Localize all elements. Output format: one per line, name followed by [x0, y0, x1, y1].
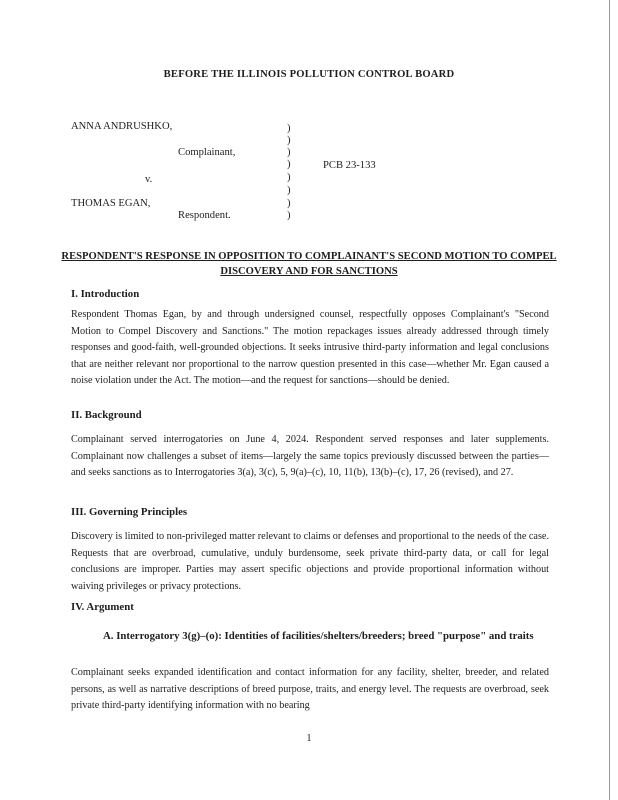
caption-paren: ) [287, 123, 291, 134]
caption-paren: ) [287, 198, 291, 209]
respondent-label: Respondent. [178, 210, 231, 221]
caption-paren: ) [287, 147, 291, 158]
caption-paren: ) [287, 210, 291, 221]
caption-paren: ) [287, 172, 291, 183]
complainant-label: Complainant, [178, 147, 236, 158]
section-heading: IV. Argument [71, 601, 134, 613]
section-body: Complainant seeks expanded identification and contact information for any facility, shelter, breeder, and related persons, as well as narrative descriptions of breed purpose, traits, and energy level. The requests are overbroad, seek private third-party identifying information with no bearing [71, 667, 549, 712]
section-body: Respondent Thomas Egan, by and through undersigned counsel, respectfully opposes Complainant's "Second Motion to Compel Discovery and Sanctions." The motion repackages issues already addressed through timely responses and good-faith, well-grounded objections. It seeks intrusive third-party information and legal conclusions that are neither relevant nor proportional to the narrow question presented in this case—whether Mr. Egan caused a noise violation under the Act. The motion—and the request for sanctions—should be denied. [71, 309, 549, 387]
section-heading: III. Governing Principles [71, 506, 188, 518]
complainant-name: ANNA ANDRUSHKO, [71, 121, 173, 132]
page-edge-line [609, 0, 610, 800]
section-heading: I. Introduction [71, 288, 140, 300]
case-number: PCB 23-133 [323, 160, 376, 171]
subsection-heading: A. Interrogatory 3(g)–(o): Identities of facilities/shelters/breeders; breed "purpose" and traits [103, 630, 534, 642]
court-heading: BEFORE THE ILLINOIS POLLUTION CONTROL BOARD [163, 69, 455, 80]
caption-paren: ) [287, 159, 291, 170]
section-body: Complainant served interrogatories on June 4, 2024. Respondent served responses and later supplements. Complainant now challenges a subset of items—largely the same topics previously discussed between the parties—and seeks sanctions as to Interrogatories 3(a), 3(c), 5, 9(a)–(c), 10, 11(b), 13(b)–(c), 17, 26 (revised), and 27. [71, 434, 549, 479]
section-heading: II. Background [71, 409, 142, 421]
versus-label: v. [145, 174, 153, 185]
section-body: Discovery is limited to non-privileged matter relevant to claims or defenses and proportional to the needs of the case. Requests that are overbroad, cumulative, unduly burdensome, seek private third-party data, or call for legal conclusions are improper. Parties may assert specific objections and provide proportional information without waiving privileges or privacy protections. [71, 531, 549, 592]
document-title: RESPONDENT'S RESPONSE IN OPPOSITION TO COMPLAINANT'S SECOND MOTION TO COMPEL DISCOVERY AND FOR SANCTIONS [61, 251, 557, 277]
caption-paren: ) [287, 135, 291, 146]
page-number: 1 [306, 733, 312, 744]
caption-paren: ) [287, 185, 291, 196]
respondent-name: THOMAS EGAN, [71, 198, 151, 209]
